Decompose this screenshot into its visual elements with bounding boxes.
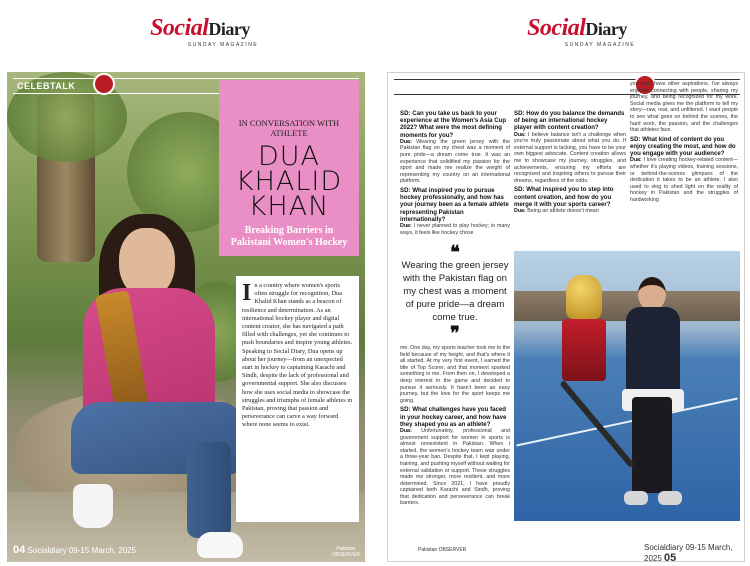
intro-paragraph: In a country where women's sports often struggle for recognition, Dua Khalid Khan stands as a beacon of resilience and determination. As an international hockey player and digital content creator, she has navigated a path filled with challenges, yet she continues to push boundaries and inspire young athletes. Speaking to Social Diary, Dua opens up about her journey—from an unexpected start in hockey to captaining Karachi and Sindh, despite the lack of professional and governmental support. She also discusses how she uses social media to showcase the struggles and triumphs of female athletes in Pakistan, proving that passion and perseverance can carve a way forward where none seems to exist. — [236, 276, 359, 522]
athlete-figure — [47, 202, 247, 532]
answer: I never planned to play hockey; in many ways, it feels like hockey chose — [400, 222, 510, 236]
title-tagline: Breaking Barriers in Pakistani Women's Hockey — [230, 225, 348, 248]
qa-block — [630, 81, 738, 134]
trophy — [558, 275, 610, 381]
publisher-logo: Pakistan OBSERVER — [332, 546, 360, 558]
answer: Unfortunately, professional and government support for women in sports is almost nonexistent in Pakistan. When I started, the women's hockey team was under a three-year ban. Despite that, I kept playing, training, and pushing myself without waiting for external validation or support. These struggles made me stronger, more resilient, and more determined. Since 2021, I have proudly captained both Karachi and Sindh, proving that dedication and perseverance can break barriers. — [400, 427, 510, 507]
page-footer-right — [644, 543, 744, 562]
title-pre: IN CONVERSATION WITH ATHLETE — [238, 118, 340, 138]
publisher-logo: Pakistan OBSERVER — [418, 547, 467, 553]
qa-block: SD: What challenges have you faced in your hockey career, and how have they shaped you as an athlete? Dua: Unfortunately, professional and government support for women in sports is almost nonexistent in Pakistan. When I started, the women's hockey team was under a three-year ban. Despite that, I kept playing, training, and pushing myself without waiting for external validation or support. These struggles made me stronger, more resilient, and more determined. Since 2021, I have proudly captained both Karachi and Sindh, proving that dedication and perseverance can break barriers. — [400, 406, 510, 507]
right-page — [387, 72, 745, 562]
qa-block: SD: Can you take us back to your experience at the Women's Asia Cup 2022? What were the most defining moments for you? Dua: Wearing the green jersey with the Pakistan flag on my chest was a moment of pure pride—a dream come true. It was an experience that solidified my passion for the sport and made me realize the weight of representing my country on an international platform. — [400, 110, 510, 185]
section-label: CELEBTALK — [17, 81, 76, 91]
question: SD: What challenges have you faced in your hockey career, and how have they shaped you as an athlete? — [400, 406, 507, 428]
page-footer-left — [13, 544, 136, 556]
qa-block: SD: What inspired you to pursue hockey professionally, and how has your journey been as a female athlete representing Pakistan internationally? Dua: I never planned to play hockey; in many ways, it feels like hockey chose — [400, 186, 510, 236]
pull-quote — [400, 242, 510, 343]
footer-brand: Socialdiary — [27, 546, 67, 555]
quote-open-icon: ❝ — [450, 242, 460, 262]
article-column-3 — [630, 81, 738, 204]
footer-date: 09-15 March, 2025 — [68, 546, 137, 555]
brand-subtitle: SUNDAY MAGAZINE — [564, 42, 636, 48]
answer: you can't have other aspirations. I've always enjoyed connecting with people, sharing my journey, and being recognized for my work. Social media gives me the platform to tell my story—raw, real, and unfiltered. I want people to see what goes on behind the scenes, the hard work, the passion, and the challenges that athletes face. — [630, 81, 738, 134]
qa-block — [400, 345, 510, 404]
article-column-1 — [400, 108, 510, 236]
masthead-left — [135, 16, 265, 48]
footer-brand: Socialdiary — [644, 543, 684, 552]
quote-close-icon: ❞ — [450, 323, 460, 343]
answer: I believe balance isn't a challenge when you're truly passionate about what you do. If external support is lacking, you have to be your own biggest advocate. Content creation allows me to showcase my journey, struggles, and achievements, ensuring my efforts are recognized and inspiring others to pursue their dreams, regardless of the odds. — [514, 131, 626, 184]
page-number: 04 — [13, 544, 26, 556]
answer: me. One day, my sports teacher took me to the field because of my height, and that's where it all started. At my very first event, I earned the title of Top Scorer, and that moment sparked something in me. From then on, I developed a deep interest in the game and decided to pursue it seriously. It hasn't been an easy journey, but the love for the sport keeps me going. — [400, 345, 511, 404]
question: SD: What inspired you to pursue hockey professionally, and how has your journey been as a female athlete representing Pakistan internationally? — [400, 186, 509, 223]
qa-block: SD: What inspired you to step into content creation, and how do you merge it with your sports career? Dua: Being an athlete doesn't mean — [514, 186, 626, 214]
question: SD: What kind of content do you enjoy creating the most, and how do you engage with your audience? — [630, 135, 736, 158]
answer: I love creating hockey-related content—whether it's playing videos, training sessions, or behind-the-scenes glimpses of the dedication it takes to be an athlete. I also used to vlog to shed light on the reality of hockey in Pakistan and the struggles of hardworking — [630, 157, 738, 203]
qa-block: SD: What kind of content do you enjoy creating the most, and how do you engage with your audience? Dua: I love creating hockey-related content—whether it's playing videos, training sessions, or behind-the-scenes glimpses of the dedication it takes to be an athlete. I also used to vlog to shed light on the reality of hockey in Pakistan and the struggles of hardworking — [630, 135, 738, 203]
article-column-2 — [514, 108, 626, 215]
question: SD: How do you balance the demands of being an international hockey player with content creation? — [514, 110, 625, 132]
brand-subtitle: SUNDAY MAGAZINE — [187, 42, 259, 48]
pull-quote-text: Wearing the green jersey with the Pakistan flag on my chest was a moment of pure pride—a dream come true. — [401, 260, 509, 323]
article-column-1-continued — [400, 345, 510, 507]
question: SD: What inspired you to step into content creation, and how do you merge it with your sports career? — [514, 186, 614, 208]
masthead-right — [512, 16, 642, 48]
page-number: 05 — [664, 552, 677, 562]
section-emblem-icon — [93, 73, 115, 95]
brand-logo: SocialDiary — [150, 15, 250, 41]
brand-logo: SocialDiary — [527, 15, 627, 41]
title-box — [219, 80, 359, 256]
athlete-figure — [614, 277, 694, 515]
footer-date: 09-15 March, 2025 — [644, 543, 733, 562]
answer: Wearing the green jersey with the Pakistan flag on my chest was a moment of pure pride—a dream come true. It was an experience that solidified my passion for the sport and made me realize the weight of representing my country on an international platform. — [400, 138, 510, 185]
trophy-photo — [514, 251, 740, 521]
qa-block: SD: How do you balance the demands of being an international hockey player with content creation? Dua: I believe balance isn't a challenge when you're truly passionate about what you do. If external support is lacking, you have to be your own biggest advocate. Content creation allows me to showcase my journey, struggles, and achievements, ensuring my efforts are recognized and inspiring others to pursue their dreams, regardless of the odds. — [514, 110, 626, 184]
left-page — [7, 72, 365, 562]
page-title: DUA KHALID KHAN — [235, 141, 343, 222]
question: SD: Can you take us back to your experience at the Women's Asia Cup 2022? What were the most defining moments for you? — [400, 110, 507, 139]
answer: Being an athlete doesn't mean — [527, 207, 599, 214]
drop-cap: I — [242, 280, 252, 306]
